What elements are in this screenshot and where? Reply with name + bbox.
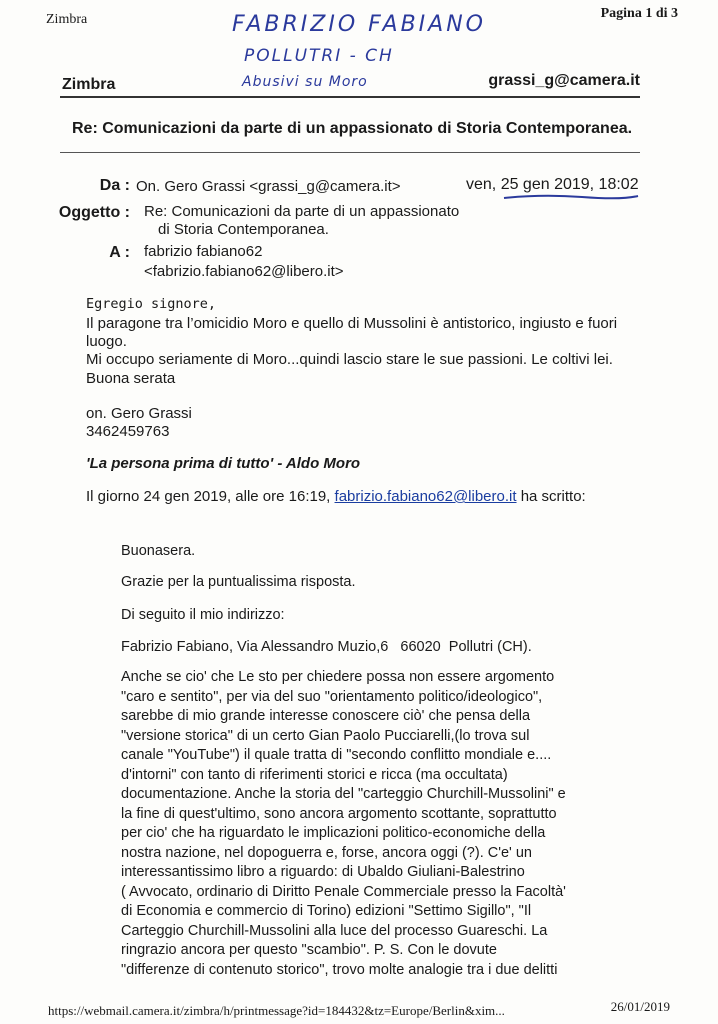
signature-name: on. Gero Grassi [86, 405, 192, 422]
message-subject-title: Re: Comunicazioni da parte di un appassionato di Storia Contemporanea. [72, 120, 633, 137]
handwritten-note: Abusivi su Moro [242, 74, 368, 90]
quoted-address: Fabrizio Fabiano, Via Alessandro Muzio,6 66020 Pollutri (CH). [121, 639, 532, 655]
quoted-line: la fine di quest'ultimo, sono ancora argomento scottante, soprattutto [121, 805, 557, 822]
subject-label: Oggetto : [58, 204, 130, 221]
quoted-line: interessantissimo libro a riguardo: di Ubaldo Giuliani-Balestrino [121, 864, 525, 880]
quote-intro-prefix: Il giorno 24 gen 2019, alle ore 16:19, [86, 488, 331, 505]
quoted-line: "caro e sentito", per via del suo "orientamento politico/ideologico", [121, 688, 543, 705]
sender-email-link[interactable]: fabrizio.fabiano62@libero.it [334, 488, 517, 505]
signature-phone: 3462459763 [86, 423, 170, 440]
quoted-line: nostra nazione, nel dopoguerra e, forse, ancora oggi (?). C'e' un [121, 844, 532, 861]
subject-value-line2: di Storia Contemporanea. [158, 221, 329, 238]
quoted-line: "differenze di contenuto storico", trovo molte analogie tra i due delitti [121, 961, 558, 978]
quoted-line: Anche se cio' che Le sto per chiedere possa non essere argomento [121, 669, 555, 685]
mail-app-name: Zimbra [62, 76, 116, 93]
header-divider [60, 96, 640, 98]
subject-value-line1: Re: Comunicazioni da parte di un appassionato [144, 203, 460, 220]
reply-greeting: Egregio signore, [86, 296, 217, 312]
to-label: A : [109, 244, 130, 261]
from-label: Da : [99, 177, 130, 194]
from-value: On. Gero Grassi <grassi_g@camera.it> [136, 178, 401, 195]
quoted-line: canale "YouTube") il quale tratta di "secondo conflitto mondiale e.... [121, 747, 552, 763]
account-email: grassi_g@camera.it [488, 72, 640, 89]
signature-motto: 'La persona prima di tutto' - Aldo Moro [86, 455, 361, 472]
quoted-line: documentazione. Anche la storia del "carteggio Churchill-Mussolini" e [121, 786, 566, 802]
to-value-name: fabrizio fabiano62 [144, 243, 263, 260]
handwritten-name: FABRIZIO FABIANO [232, 12, 486, 37]
page-indicator: Pagina 1 di 3 [600, 6, 678, 21]
quoted-line: per cio' che ha riguardato le implicazioni politico-economiche della [121, 825, 546, 841]
to-value-email: <fabrizio.fabiano62@libero.it> [144, 263, 344, 280]
reply-line-4: Buona serata [86, 370, 176, 387]
handwritten-location: POLLUTRI - CH [244, 46, 394, 66]
quoted-line: ( Avvocato, ordinario di Diritto Penale Commerciale presso la Facoltà' [121, 883, 566, 900]
quoted-line: d'intorni" con tanto di riferimenti storici e ricca (ma occultata) [121, 766, 508, 783]
subject-divider [60, 152, 640, 153]
quoted-line: "versione storica" di un certo Gian Paolo Pucciarelli,(lo trova sul [121, 727, 530, 744]
message-date: ven, 25 gen 2019, 18:02 [466, 176, 639, 193]
quoted-thanks: Grazie per la puntualissima risposta. [121, 574, 356, 590]
reply-line-2: luogo. [86, 333, 127, 350]
print-app-name: Zimbra [46, 12, 88, 27]
quote-intro-suffix: ha scritto: [520, 488, 586, 505]
quoted-line: ringrazio ancora per questo "scambio". P. S. Con le dovute [121, 942, 497, 958]
print-date: 26/01/2019 [610, 999, 670, 1014]
print-url: https://webmail.camera.it/zimbra/h/printmessage?id=184432&tz=Europe/Berlin&xim... [48, 1003, 505, 1018]
quoted-address-intro: Di seguito il mio indirizzo: [121, 607, 285, 623]
quoted-line: di Economia e commercio di Torino) edizioni "Settimo Sigillo", "Il [121, 903, 532, 919]
quoted-paragraph [121, 668, 566, 980]
date-underline-mark [502, 192, 640, 202]
quoted-greeting: Buonasera. [121, 543, 196, 559]
quoted-line: sarebbe di mio grande interesse conoscere ciò' che pensa della [121, 708, 531, 724]
quote-intro [86, 488, 586, 505]
reply-line-3: Mi occupo seriamente di Moro...quindi lascio stare le sue passioni. Le coltivi lei. [86, 351, 613, 368]
reply-line-1: Il paragone tra l’omicidio Moro e quello di Mussolini è antistorico, ingiusto e fuori [86, 315, 618, 332]
quoted-line: Carteggio Churchill-Mussolini alla luce del processo Guareschi. La [121, 922, 548, 939]
